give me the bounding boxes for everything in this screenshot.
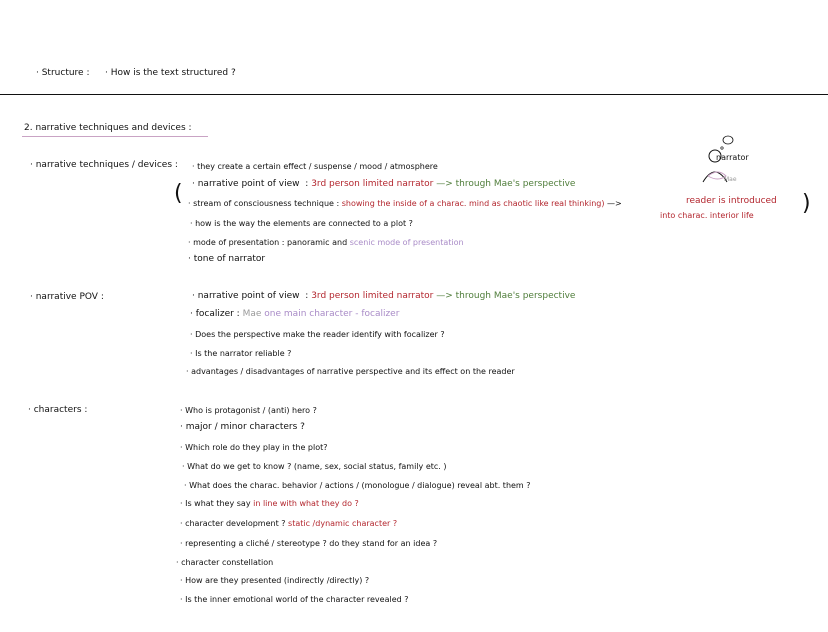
close-paren-mark: ) (802, 191, 811, 216)
characters-item-6: · representing a cliché / stereotype ? do they stand for an idea ? (180, 539, 438, 548)
characters-item-8: · How are they presented (indirectly /directly) ? (180, 576, 370, 585)
tech-pov-value: 3rd person limited narrator (311, 179, 434, 189)
tech-tone: · tone of narrator (188, 254, 266, 264)
tech-stream-arrow: —> (607, 199, 622, 208)
characters-say-highlight: in line with what they do ? (253, 499, 359, 508)
narrator-label: narrator (716, 153, 749, 162)
pov-focalizer-note: one main character - focalizer (264, 309, 400, 319)
pov-point-arrow: —> through Mae's perspective (436, 291, 576, 301)
pov-focalizer-row (190, 308, 399, 321)
section-divider (0, 94, 828, 95)
tech-mode-value2: scenic mode of presentation (349, 238, 464, 247)
characters-item-4: · What do we get to know ? (name, sex, social status, family etc. ) (182, 462, 447, 471)
tech-stream-result2: into charac. interior life (660, 211, 754, 220)
techniques-label: · narrative techniques / devices : (30, 160, 178, 170)
characters-item-3: · Which role do they play in the plot? (180, 443, 328, 452)
pov-identify: · Does the perspective make the reader identify with focalizer ? (190, 330, 445, 339)
techniques-intro: · they create a certain effect / suspense / mood / atmosphere (192, 162, 438, 171)
tech-stream-value: showing the inside of a charac. mind as chaotic like real thinking) (341, 199, 605, 208)
pov-focalizer-name: Mae (242, 309, 262, 319)
characters-item-5: · What does the charac. behavior / actions / (monologue / dialogue) reveal abt. them ? (184, 481, 531, 490)
mae-label: Mae (724, 176, 737, 183)
tech-pov-row (192, 178, 575, 191)
tech-pov-arrow: —> through Mae's perspective (436, 179, 576, 189)
section-title-underline (22, 136, 208, 137)
characters-say-row (180, 497, 359, 510)
characters-dev-highlight: static /dynamic character ? (288, 519, 398, 528)
tech-connect: · how is the way the elements are connected to a plot ? (190, 219, 413, 228)
pov-point-colon: : (305, 291, 309, 301)
pov-point-value: 3rd person limited narrator (311, 291, 434, 301)
tech-pov-label: · narrative point of view (192, 179, 300, 189)
tech-mode-label: · mode of presentation : (188, 238, 285, 247)
pov-advantages: · advantages / disadvantages of narrative perspective and its effect on the reader (186, 367, 515, 376)
pov-label: · narrative POV : (30, 292, 104, 302)
tech-mode-value1: panoramic (287, 238, 330, 247)
characters-say-prefix: · Is what they say (180, 499, 251, 508)
tech-stream-result1: reader is introduced (686, 196, 777, 206)
pov-point-row (192, 290, 575, 303)
pov-reliable: · Is the narrator reliable ? (190, 349, 292, 358)
tech-pov-colon: : (305, 179, 309, 189)
pov-focalizer-label: · focalizer : (190, 309, 240, 319)
characters-item-9: · Is the inner emotional world of the character revealed ? (180, 595, 409, 604)
pov-point-label: · narrative point of view (192, 291, 300, 301)
characters-dev-row (180, 517, 397, 530)
tech-stream-label: · stream of consciousness technique : (188, 199, 340, 208)
characters-label: · characters : (28, 405, 88, 415)
open-paren-mark: ( (174, 181, 183, 206)
tech-mode-row (188, 236, 464, 249)
structure-label: · Structure : (36, 68, 90, 78)
tech-mode-and: and (332, 238, 348, 247)
structure-question: · How is the text structured ? (105, 68, 236, 78)
characters-dev-prefix: · character development ? (180, 519, 286, 528)
characters-item-7: · character constellation (176, 558, 274, 567)
characters-item-2: · major / minor characters ? (180, 422, 305, 432)
section-title: 2. narrative techniques and devices : (24, 123, 192, 133)
characters-item-1: · Who is protagonist / (anti) hero ? (180, 406, 317, 415)
tech-stream-row (188, 197, 622, 210)
